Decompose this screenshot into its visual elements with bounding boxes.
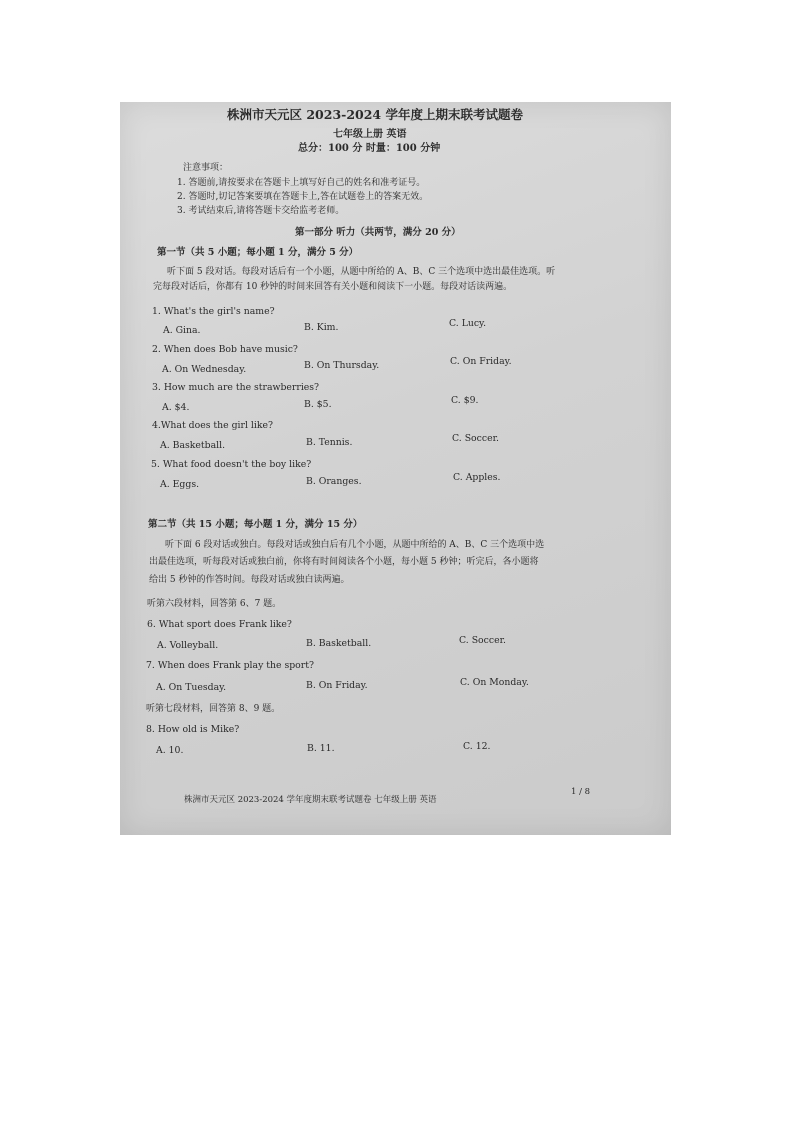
grade-subject: 七年级上册 英语 [333,129,407,140]
question-6-option-c: C. Soccer. [459,635,506,646]
question-8: 8. How old is Mike? [146,724,240,735]
question-3-option-a: A. $4. [162,402,190,413]
score-time: 总分：100 分 时量：100 分钟 [298,143,441,154]
question-2-option-a: A. On Wednesday. [162,364,247,375]
question-6-option-b: B. Basketball. [306,638,372,649]
question-5-option-b: B. Oranges. [306,476,362,487]
question-7-option-c: C. On Monday. [460,677,529,688]
section1-instructions-line2: 完每段对话后，你都有 10 秒钟的时间来回答有关小题和阅读下一小题。每段对话读两遍。 [153,282,513,292]
section2-instructions-line3: 给出 5 秒钟的作答时间。每段对话或独白读两遍。 [149,575,350,585]
material-6-heading: 听第六段材料，回答第 6、7 题。 [147,599,282,609]
question-7-option-a: A. On Tuesday. [156,682,227,693]
question-4-option-b: B. Tennis. [306,437,353,448]
section1-instructions-line1: 听下面 5 段对话。每段对话后有一个小题，从题中所给的 A、B、C 三个选项中选出最佳选项。听 [167,267,556,277]
notes-heading: 注意事项： [183,163,229,173]
question-1-option-b: B. Kim. [304,322,339,333]
question-5: 5. What food doesn't the boy like? [151,459,312,470]
question-5-option-a: A. Eggs. [160,479,200,490]
question-8-option-b: B. 11. [307,743,335,754]
question-7-option-b: B. On Friday. [306,680,368,691]
note-item-2: 2. 答题时,切记答案要填在答题卡上,答在试题卷上的答案无效。 [177,192,429,202]
question-8-option-a: A. 10. [156,745,184,756]
question-6: 6. What sport does Frank like? [147,619,292,630]
page-number: 1 / 8 [571,787,591,797]
material-7-heading: 听第七段材料，回答第 8、9 题。 [146,704,281,714]
question-6-option-a: A. Volleyball. [157,640,219,651]
section1-title: 第一节（共 5 小题；每小题 1 分，满分 5 分） [157,247,359,258]
section2-instructions-line1: 听下面 6 段对话或独白。每段对话或独白后有几个小题，从题中所给的 A、B、C 三个选项中选 [165,540,545,550]
question-2-option-b: B. On Thursday. [304,360,380,371]
question-2-option-c: C. On Friday. [450,356,512,367]
note-item-3: 3. 考试结束后,请将答题卡交给监考老师。 [177,206,345,216]
question-2: 2. When does Bob have music? [152,344,298,355]
question-1-option-a: A. Gina. [163,325,201,336]
section2-title: 第二节（共 15 小题；每小题 1 分，满分 15 分） [148,519,363,530]
question-3-option-c: C. $9. [451,395,479,406]
part1-title: 第一部分 听力（共两节，满分 20 分） [295,227,461,238]
question-4: 4.What does the girl like? [152,420,273,431]
question-3: 3. How much are the strawberries? [152,382,320,393]
page-footer: 株洲市天元区 2023-2024 学年度期末联考试题卷 七年级上册 英语 [184,795,437,805]
question-5-option-c: C. Apples. [453,472,501,483]
exam-page-photo [120,102,671,835]
question-3-option-b: B. $5. [304,399,332,410]
section2-instructions-line2: 出最佳选项，听每段对话或独白前，你将有时间阅读各个小题，每小题 5 秒钟；听完后，各小题将 [149,557,539,567]
exam-title: 株洲市天元区 2023-2024 学年度上期末联考试题卷 [227,107,523,122]
note-item-1: 1. 答题前,请按要求在答题卡上填写好自己的姓名和准考证号。 [177,178,426,188]
question-4-option-a: A. Basketball. [160,440,226,451]
question-1: 1. What's the girl's name? [152,306,275,317]
question-8-option-c: C. 12. [463,741,491,752]
question-7: 7. When does Frank play the sport? [146,660,314,671]
question-1-option-c: C. Lucy. [449,318,487,329]
question-4-option-c: C. Soccer. [452,433,499,444]
